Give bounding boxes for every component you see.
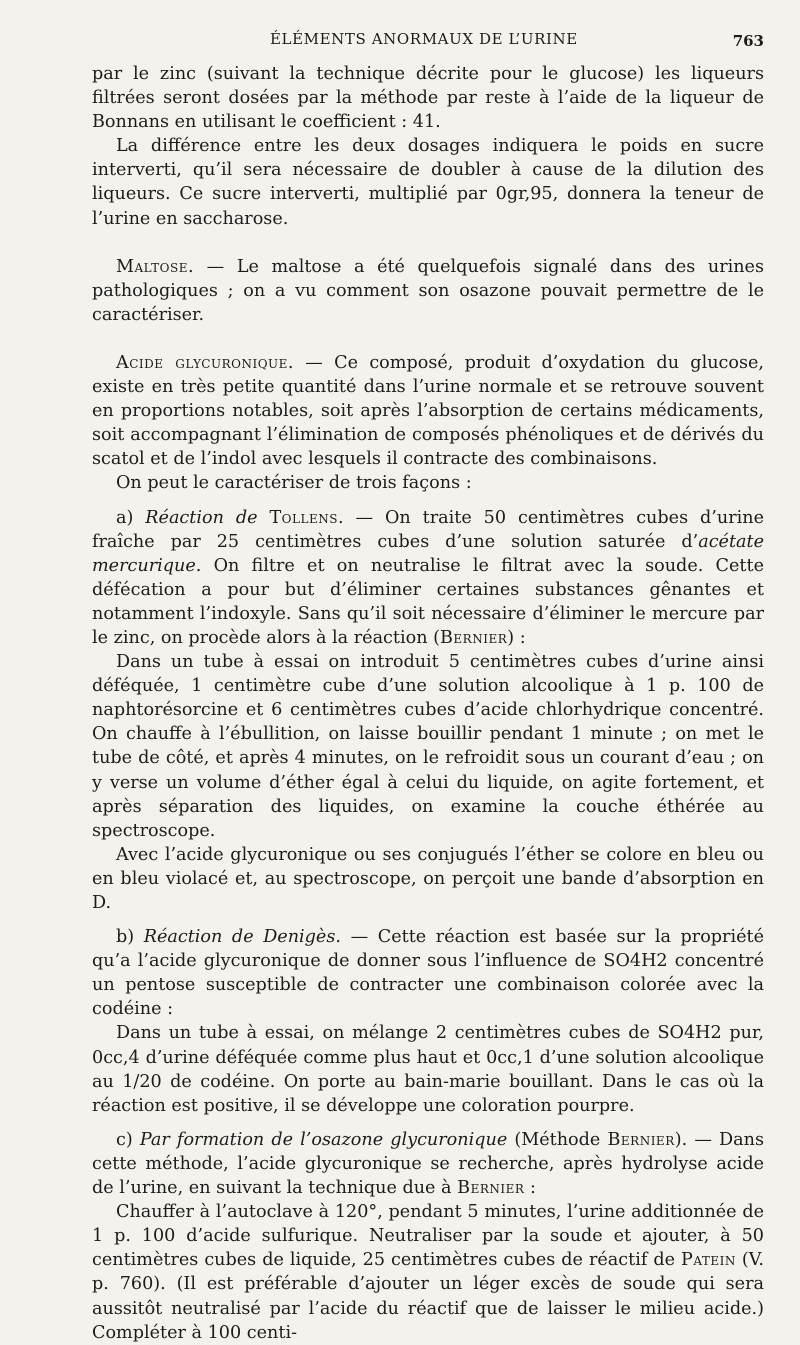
paragraph-text: — Le maltose a été quelquefois signalé dans des urines pathologiques ; on a vu comment son osazone pouvait permettre de le caractériser. (92, 256, 764, 325)
paragraph-text: — Cette réaction est basée sur la propriété qu’a l’acide glycuronique de donner sous l’influence de SO4H2 concentré un pentose susceptible de contracter une combinaison colorée avec la codéine : (92, 927, 764, 1020)
paragraph-tollens-result: Avec l’acide glycuronique ou ses conjugués l’éther se colore en bleu ou en bleu violacé et, au spectroscope, on perçoit une bande d’absorption en D. (92, 844, 764, 913)
list-label: c) (116, 1129, 140, 1150)
paragraph-text: Chauffer à l’autoclave à 120°, pendant 5 minutes, l’urine additionnée de 1 p. 100 d’acide sulfurique. Neutraliser par la soude et ajouter, à 50 centimètres cubes de liquide, 25 centimètres cubes de réactif de (92, 1202, 764, 1271)
page-body (92, 62, 764, 1345)
paragraph-tollens-reaction (92, 506, 764, 651)
paragraph-three-methods: On peut le caractériser de trois façons : (116, 473, 472, 494)
paragraph-deniges-procedure: Dans un tube à essai, on mélange 2 centimètres cubes de SO4H2 pur, 0cc,4 d’urine déféquée comme plus haut et 0cc,1 d’une solution alcoolique au 1/20 de codéine. On porte au bain-marie bouillant. Dans le cas où la réaction est positive, il se développe une coloration pourpre. (92, 1023, 764, 1116)
paragraph-osazone-procedure (92, 1200, 764, 1345)
page-number: 763 (732, 32, 764, 50)
author-name: Tollens (269, 507, 338, 528)
author-name: Patein (681, 1250, 736, 1271)
list-label: b) (116, 927, 144, 948)
italic-term: acétate mercurique (92, 531, 764, 576)
paragraph-text: — Ce composé, produit d’oxydation du glucose, existe en très petite quantité dans l’urine normale et se retrouve souvent en proportions notables, soit après l’absorption de certains médicaments, soit accompagnant l’élimination de composés phénoliques et de dérivés du scatol et de l’indol avec lesquels il contracte des combinaisons. (92, 352, 765, 470)
author-name: Bernier (439, 627, 508, 648)
paragraph-text: ). — Dans cette méthode, l’acide glycuronique se recherche, après hydrolyse acide de l’urine, en suivant la technique due à (92, 1129, 765, 1199)
paragraph-text: . — On traite 50 centimètres cubes d’urine fraîche par 25 centimètres cubes d’une solution saturée d’ (92, 507, 764, 552)
paragraph-tollens-procedure: Dans un tube à essai on introduit 5 centimètres cubes d’urine ainsi déféquée, 1 centimètre cube d’une solution alcoolique à 1 p. 100 de naphtorésorcine et 6 centimètres cubes d’acide chlorhydrique concentré. On chauffe à l’ébullition, on laisse bouillir pendant 1 minute ; on met le tube de côté, et après 4 minutes, on le refroidit sous un courant d’eau ; on y verse un volume d’éther égal à celui du liquide, on agite fortement, et après séparation des liquides, on examine la couche éthérée au spectroscope. (92, 652, 764, 841)
paragraph-text: . On filtre et on neutralise le filtrat avec la soude. Cette défécation a pour but d’éliminer certaines substances gênantes et notamment l’indoxyle. Sans qu’il soit nécessaire d’éliminer le mercure par le zinc, on procède alors à la réaction ( (92, 555, 764, 648)
paragraph-continuation: par le zinc (suivant la technique décrite pour le glucose) les liqueurs filtrées seront dosées par la méthode par reste à l’aide de la liqueur de Bonnans en utilisant le coefficient : 41. (92, 64, 764, 133)
section-heading-glycuronic-acid: Acide glycuronique. (116, 352, 295, 373)
paragraph-text: (V. p. 760). (Il est préférable d’ajouter un léger excès de soude qui sera aussitôt neutralisé par l’acide du réactif que de laisser le milieu acide.) Compléter à 100 centi- (92, 1250, 764, 1343)
section-heading-maltose: Maltose. (116, 256, 195, 277)
subheading-osazone: Par formation de l’osazone glycuronique (139, 1129, 508, 1150)
paragraph-text: ) : (507, 627, 526, 648)
author-name: Bernier (607, 1129, 675, 1150)
list-label: a) (116, 507, 146, 528)
paragraph-osazone-method (92, 1128, 764, 1200)
paragraph-glycuronic-acid (92, 351, 764, 471)
paragraph-maltose (92, 255, 764, 327)
paragraph-inverted-sugar: La différence entre les deux dosages indiquera le poids en sucre interverti, qu’il sera nécessaire de doubler à cause de la dilution des liqueurs. Ce sucre interverti, multiplié par 0gr,95, donnera la teneur de l’urine en saccharose. (92, 136, 764, 229)
paragraph-text: : (524, 1178, 536, 1199)
paragraph-text: (Méthode (507, 1129, 608, 1150)
running-title: ÉLÉMENTS ANORMAUX DE L’URINE (270, 30, 578, 48)
running-header (0, 26, 800, 56)
paragraph-deniges-reaction (92, 925, 764, 1021)
author-name: Bernier (457, 1178, 525, 1199)
subheading-deniges: Réaction de Denigès. (143, 927, 341, 948)
subheading-tollens: Réaction de (145, 507, 270, 528)
